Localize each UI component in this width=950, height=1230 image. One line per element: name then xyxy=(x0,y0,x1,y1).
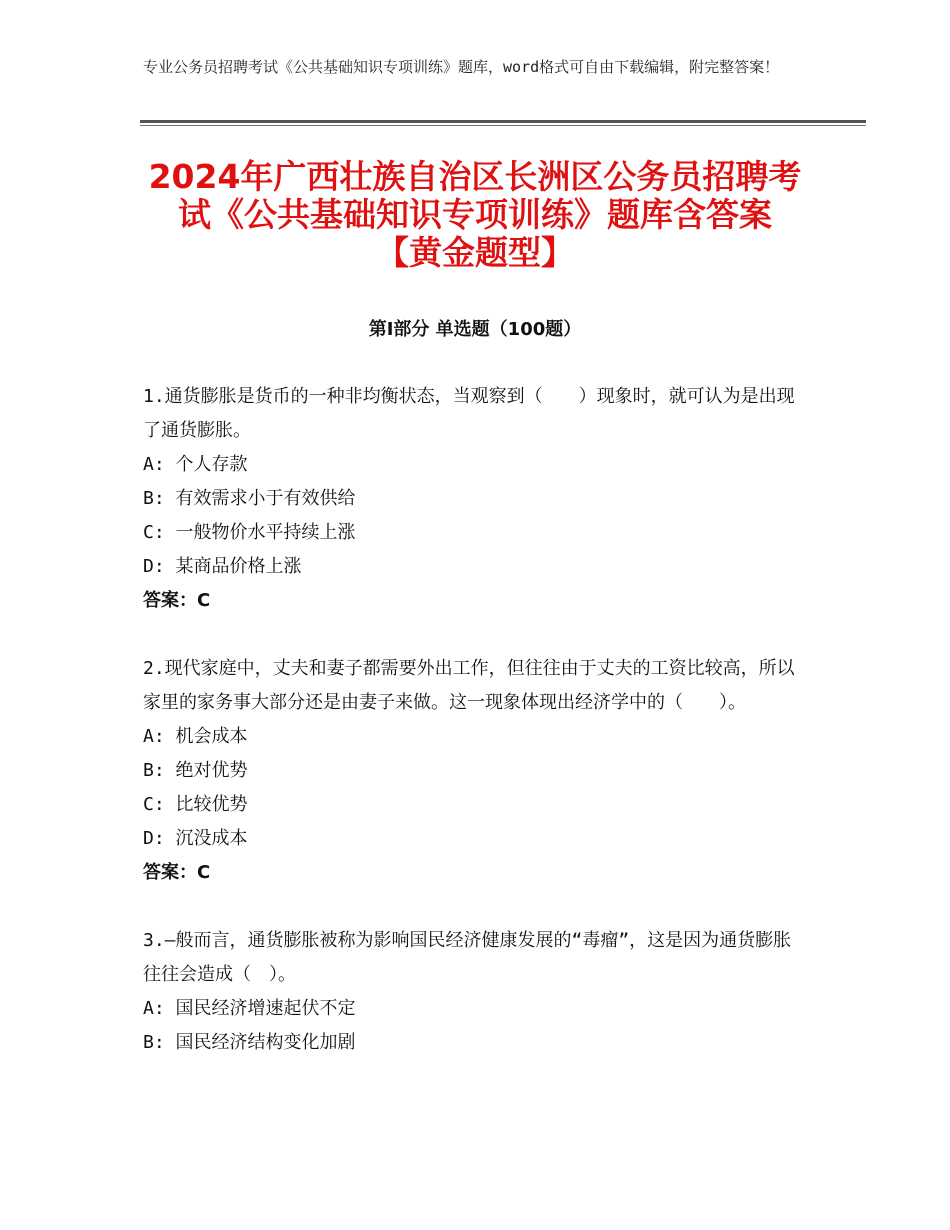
option-a: A: 个人存款 xyxy=(143,454,248,475)
title-line: 【黄金题型】 xyxy=(376,233,574,272)
section-heading: 第Ⅰ部分 单选题（100题） xyxy=(368,319,582,340)
option-a: A: 机会成本 xyxy=(143,726,248,747)
question-stem: 1.通货膨胀是货币的一种非均衡状态，当观察到（ ）现象时，就可认为是出现了通货膨胀。 xyxy=(143,386,795,441)
option-b: B: 有效需求小于有效供给 xyxy=(143,488,356,509)
document-title xyxy=(120,158,830,272)
question-list xyxy=(143,380,808,1094)
option-b: B: 国民经济结构变化加剧 xyxy=(143,1032,356,1053)
question-2 xyxy=(143,652,808,890)
option-c: C: 一般物价水平持续上涨 xyxy=(143,522,356,543)
answer-label: 答案：C xyxy=(143,590,211,611)
option-a: A: 国民经济增速起伏不定 xyxy=(143,998,356,1019)
answer-label: 答案：C xyxy=(143,862,211,883)
title-line: 2024年广西壮族自治区长洲区公务员招聘考 xyxy=(148,157,802,196)
option-b: B: 绝对优势 xyxy=(143,760,248,781)
question-3 xyxy=(143,924,808,1060)
header-divider-thick xyxy=(140,120,866,123)
title-line: 试《公共基础知识专项训练》题库含答案 xyxy=(178,195,772,234)
option-c: C: 比较优势 xyxy=(143,794,248,815)
question-1 xyxy=(143,380,808,618)
header-divider-thin xyxy=(140,125,866,126)
question-stem: 2.现代家庭中，丈夫和妻子都需要外出工作，但往往由于丈夫的工资比较高，所以家里的家务事大部分还是由妻子来做。这一现象体现出经济学中的（ ）。 xyxy=(143,658,795,713)
option-d: D: 某商品价格上涨 xyxy=(143,556,302,577)
question-stem: 3.—般而言，通货膨胀被称为影响国民经济健康发展的“毒瘤”，这是因为通货膨胀往往会造成（ ）。 xyxy=(143,930,792,985)
header-divider xyxy=(140,120,866,126)
option-d: D: 沉没成本 xyxy=(143,828,248,849)
header-note: 专业公务员招聘考试《公共基础知识专项训练》题库，word格式可自由下载编辑，附完整答案！ xyxy=(143,58,780,76)
